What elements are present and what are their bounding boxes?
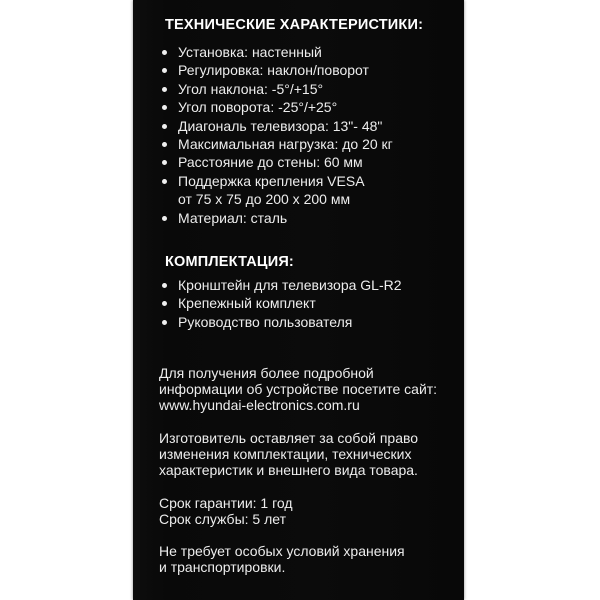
contents-item xyxy=(159,276,456,294)
service-life-line: Срок службы: 5 лет xyxy=(159,511,286,528)
note-line: характеристик и внешнего вида товара. xyxy=(159,462,418,479)
note-line: информации об устройстве посетите сайт: xyxy=(159,381,438,398)
bullet-icon xyxy=(162,320,167,325)
spec-item-text: Угол поворота: -25°/+25° xyxy=(178,99,338,116)
bullet-icon xyxy=(162,50,167,55)
note-line: изменения комплектации, технических xyxy=(159,446,412,463)
spec-item xyxy=(159,209,456,227)
bullet-icon xyxy=(162,68,167,73)
spec-item-text: Расстояние до стены: 60 мм xyxy=(178,154,363,171)
spec-item xyxy=(159,61,456,79)
contents-item-text: Руководство пользователя xyxy=(178,313,353,330)
contents-item-text: Кронштейн для телевизора GL-R2 xyxy=(178,277,402,294)
bullet-icon xyxy=(162,124,167,129)
specs-section-title: ТЕХНИЧЕСКИЕ ХАРАКТЕРИСТИКИ: xyxy=(165,17,424,33)
spec-item-text: Регулировка: наклон/поворот xyxy=(178,62,369,79)
spec-item-text: Угол наклона: -5°/+15° xyxy=(178,80,324,97)
specs-list xyxy=(159,43,456,227)
spec-item-text: Материал: сталь xyxy=(178,209,288,226)
spec-item xyxy=(159,43,456,61)
bullet-icon xyxy=(162,216,167,221)
bullet-icon xyxy=(162,179,167,184)
note-line: Не требует особых условий хранения xyxy=(159,543,405,560)
note-line: Для получения более подробной xyxy=(159,365,374,382)
bullet-icon xyxy=(162,142,167,147)
bullet-icon xyxy=(162,105,167,110)
spec-item xyxy=(159,153,456,171)
spec-item xyxy=(159,172,456,209)
contents-item-text: Крепежный комплект xyxy=(178,295,316,312)
bullet-icon xyxy=(162,160,167,165)
disclaimer-note xyxy=(159,430,456,478)
contents-list xyxy=(159,276,456,331)
spec-item-text: Установка: настенный xyxy=(178,44,322,60)
spec-item-text: Диагональ телевизора: 13"- 48" xyxy=(178,117,383,134)
bullet-icon xyxy=(162,283,167,288)
storage-note xyxy=(159,543,456,575)
note-line: и транспортировки. xyxy=(159,559,286,576)
warranty-note xyxy=(159,495,456,527)
contents-item xyxy=(159,294,456,312)
spec-item-text: Максимальная нагрузка: до 20 кг xyxy=(178,136,393,153)
warranty-line: Срок гарантии: 1 год xyxy=(159,495,293,512)
bullet-icon xyxy=(162,87,167,92)
website-url: www.hyundai-electronics.com.ru xyxy=(159,397,360,414)
note-line: Изготовитель оставляет за собой право xyxy=(159,430,419,447)
contents-section-title: КОМПЛЕКТАЦИЯ: xyxy=(165,254,294,271)
spec-item-text: Поддержка крепления VESA xyxy=(178,172,365,189)
spec-item xyxy=(159,117,456,135)
spec-item xyxy=(159,98,456,116)
spec-item xyxy=(159,135,456,153)
website-note xyxy=(159,365,456,413)
panel-content xyxy=(133,0,464,575)
contents-item xyxy=(159,313,456,331)
spec-item-text-continuation: от 75 х 75 до 200 х 200 мм xyxy=(178,191,351,208)
spec-item xyxy=(159,80,456,98)
spec-panel xyxy=(133,0,464,600)
bullet-icon xyxy=(162,301,167,306)
